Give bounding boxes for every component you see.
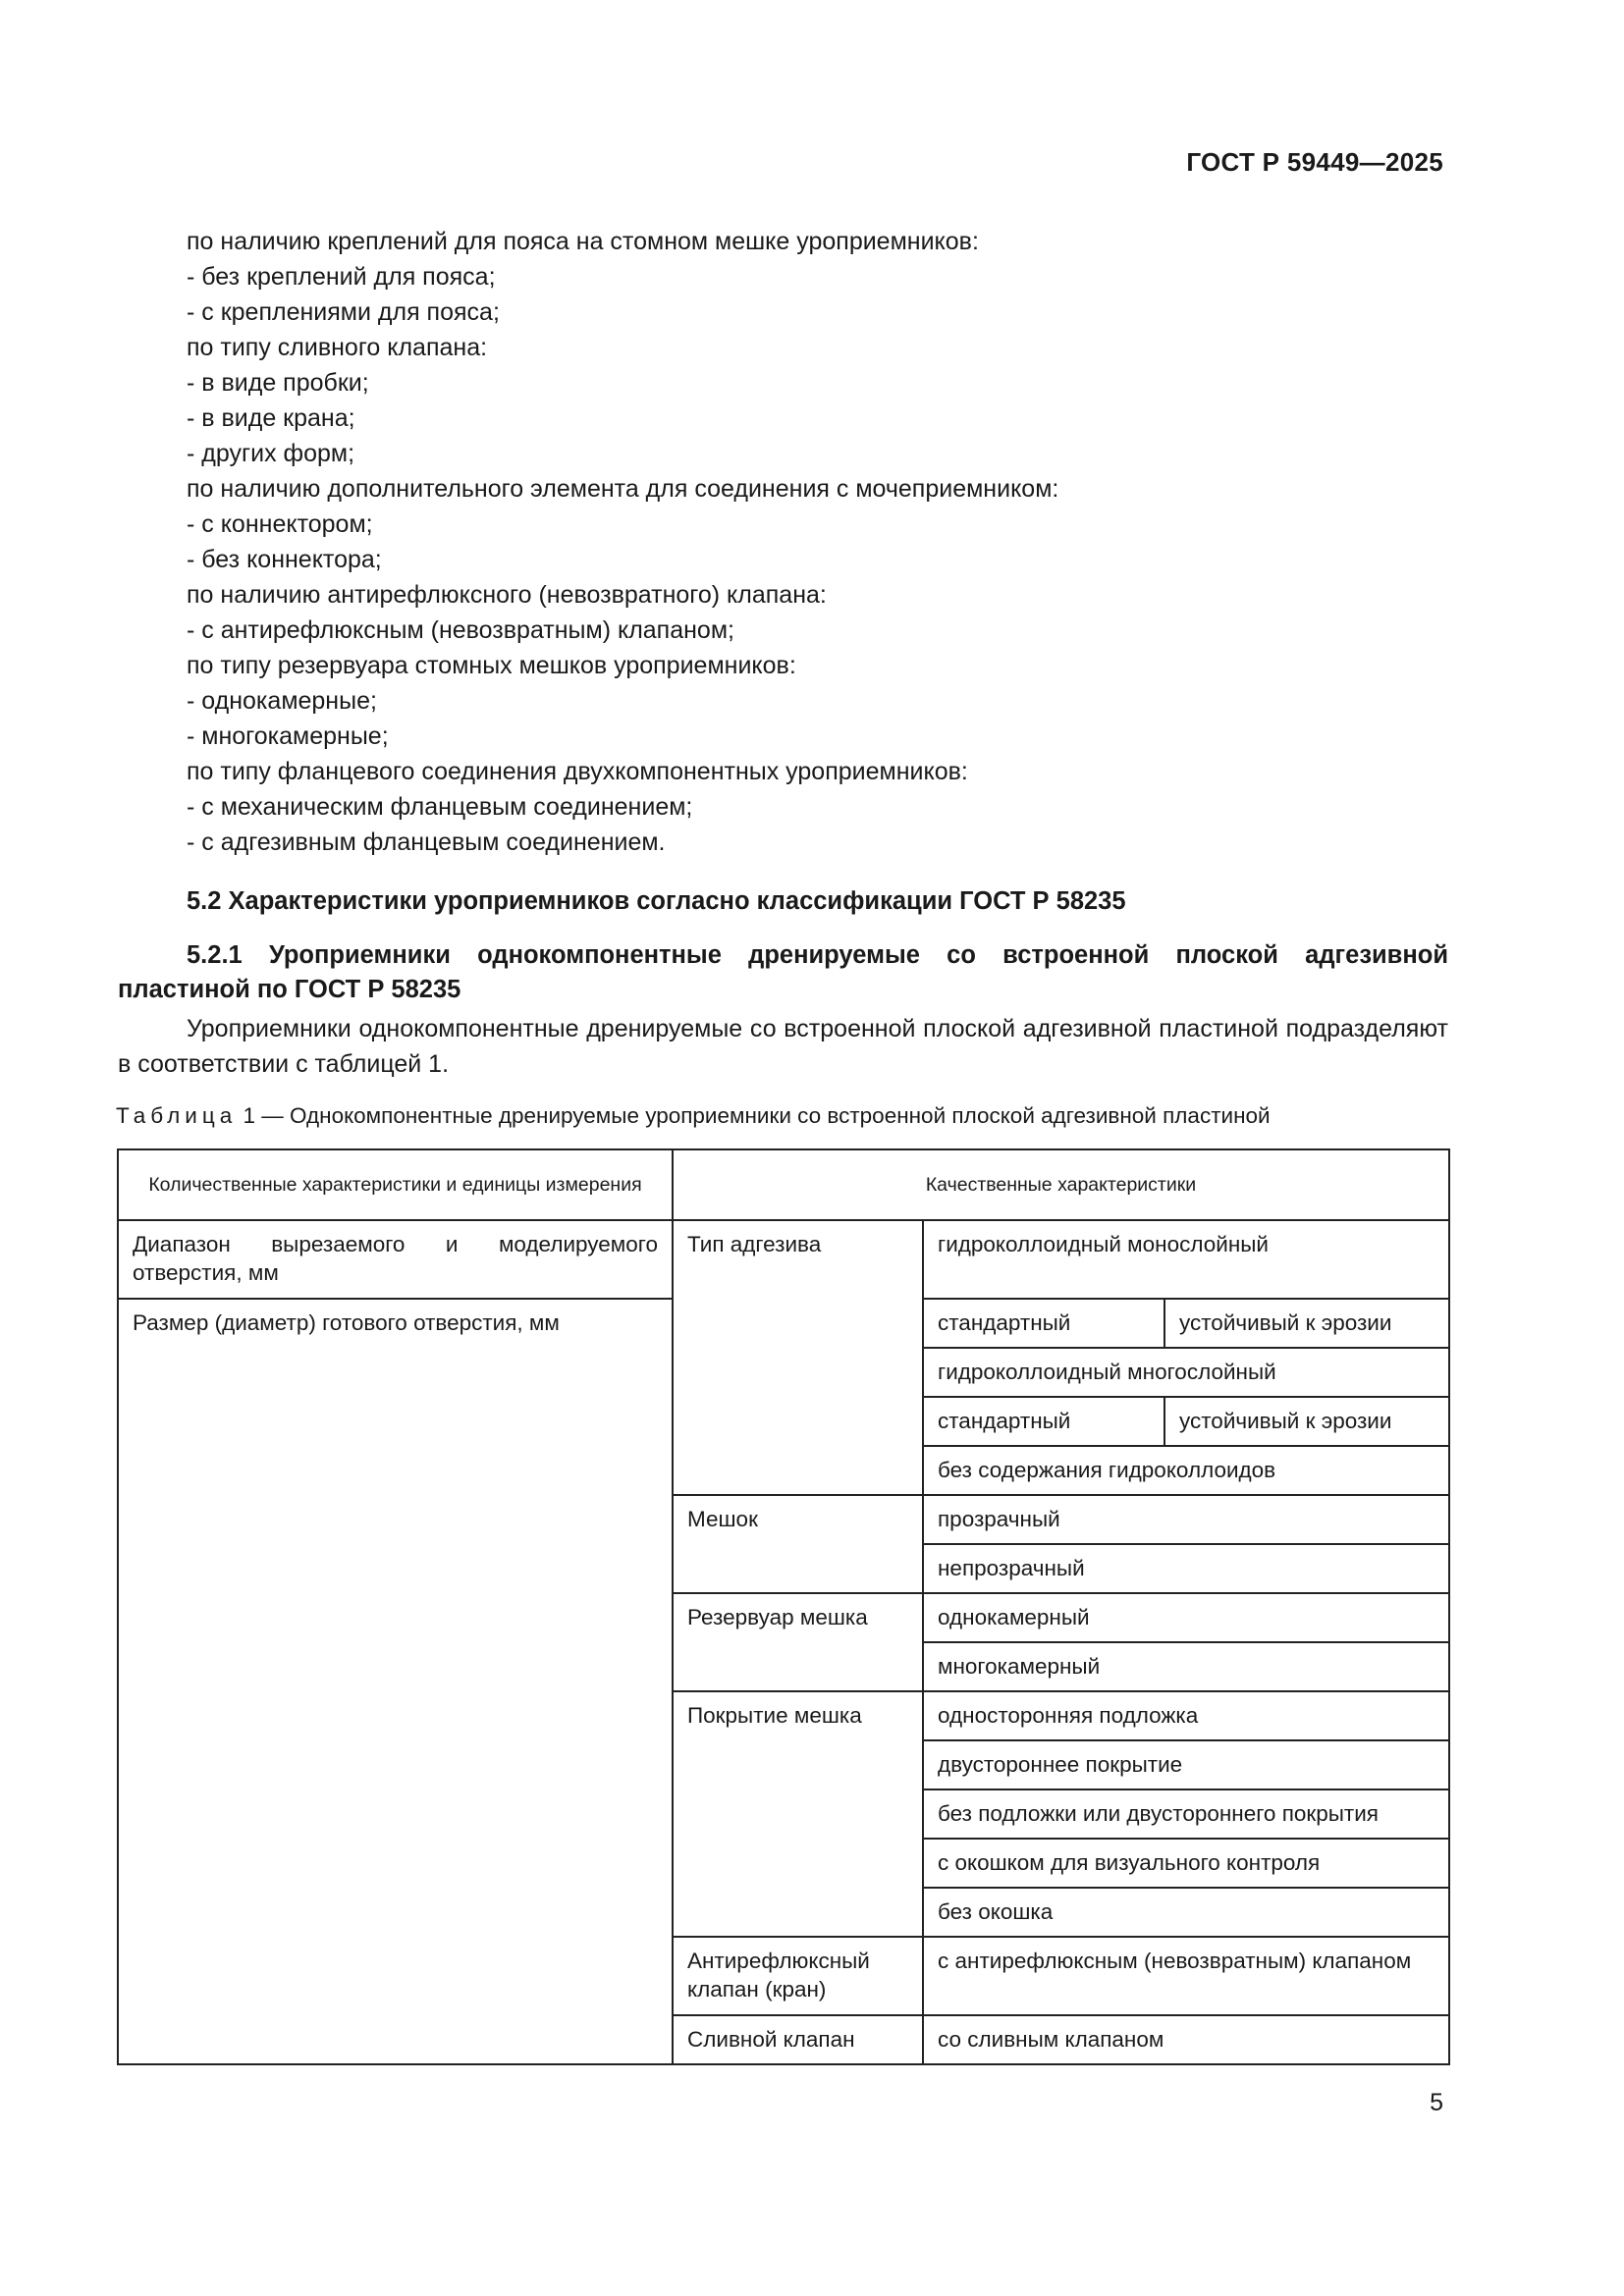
list-item: - с коннектором; bbox=[187, 510, 373, 538]
qual-group-label: Антирефлюксный клапан (кран) bbox=[673, 1937, 923, 2015]
list-item: по типу фланцевого соединения двухкомпонентных уроприемников: bbox=[187, 758, 968, 785]
table-header-row bbox=[118, 1149, 1449, 1220]
list-item: - с механическим фланцевым соединением; bbox=[187, 793, 693, 821]
qual-value: устойчивый к эрозии bbox=[1164, 1397, 1449, 1446]
list-item: - с антирефлюксным (невозвратным) клапаном; bbox=[187, 616, 734, 644]
document-code: ГОСТ Р 59449—2025 bbox=[1186, 147, 1443, 177]
qual-value: устойчивый к эрозии bbox=[1164, 1299, 1449, 1348]
qual-value: без подложки или двустороннего покрытия bbox=[923, 1789, 1449, 1839]
qual-value: многокамерный bbox=[923, 1642, 1449, 1691]
section-heading-5-2-1: 5.2.1 Уроприемники однокомпонентные дренируемые со встроенной плоской адгезивной пластиной по ГОСТ Р 58235 bbox=[118, 941, 1448, 1003]
body-paragraph: Уроприемники однокомпонентные дренируемые со встроенной плоской адгезивной пластиной подразделяют в соответствии с таблицей 1. bbox=[118, 1015, 1448, 1078]
list-item: - с адгезивным фланцевым соединением. bbox=[187, 828, 666, 856]
qual-value: с антирефлюксным (невозвратным) клапаном bbox=[923, 1937, 1449, 2015]
table-caption bbox=[116, 1103, 1271, 1129]
qual-value: с окошком для визуального контроля bbox=[923, 1839, 1449, 1888]
qual-value: прозрачный bbox=[923, 1495, 1449, 1544]
list-item: по типу резервуара стомных мешков уроприемников: bbox=[187, 652, 796, 679]
quant-cell: Размер (диаметр) готового отверстия, мм bbox=[118, 1299, 673, 2064]
page-number: 5 bbox=[1430, 2089, 1443, 2116]
qual-value: односторонняя подложка bbox=[923, 1691, 1449, 1740]
qual-value: гидроколлоидный монослойный bbox=[923, 1220, 1449, 1299]
qual-value: однокамерный bbox=[923, 1593, 1449, 1642]
table-caption-label: Таблица bbox=[116, 1103, 238, 1128]
list-item: - без креплений для пояса; bbox=[187, 263, 496, 291]
header-qualitative: Качественные характеристики bbox=[673, 1149, 1449, 1220]
table-row bbox=[118, 1220, 1449, 1299]
list-item: - с креплениями для пояса; bbox=[187, 298, 500, 326]
qual-value: стандартный bbox=[923, 1299, 1164, 1348]
list-item: - однокамерные; bbox=[187, 687, 377, 715]
header-quantitative: Количественные характеристики и единицы измерения bbox=[118, 1149, 673, 1220]
list-item: - в виде крана; bbox=[187, 404, 355, 432]
qual-value: со сливным клапаном bbox=[923, 2015, 1449, 2064]
qual-value: без окошка bbox=[923, 1888, 1449, 1937]
qual-value: непрозрачный bbox=[923, 1544, 1449, 1593]
list-item: - многокамерные; bbox=[187, 722, 389, 750]
list-item: по типу сливного клапана: bbox=[187, 334, 488, 361]
quant-cell: Диапазон вырезаемого и моделируемого отверстия, мм bbox=[118, 1220, 673, 1299]
qual-value: стандартный bbox=[923, 1397, 1164, 1446]
list-item: по наличию дополнительного элемента для соединения с мочеприемником: bbox=[187, 475, 1059, 503]
qual-value: без содержания гидроколлоидов bbox=[923, 1446, 1449, 1495]
list-item: по наличию антирефлюксного (невозвратного) клапана: bbox=[187, 581, 827, 609]
list-item: - без коннектора; bbox=[187, 546, 382, 573]
characteristics-table bbox=[117, 1148, 1450, 2065]
qual-group-label: Тип адгезива bbox=[673, 1220, 923, 1495]
qual-value: двустороннее покрытие bbox=[923, 1740, 1449, 1789]
list-item: - других форм; bbox=[187, 440, 355, 467]
qual-group-label: Мешок bbox=[673, 1495, 923, 1593]
qual-group-label: Покрытие мешка bbox=[673, 1691, 923, 1937]
classification-list bbox=[187, 224, 1453, 860]
table-caption-text: 1 — Однокомпонентные дренируемые уроприемники со встроенной плоской адгезивной пластиной bbox=[237, 1103, 1271, 1128]
list-item: - в виде пробки; bbox=[187, 369, 369, 397]
qual-value: гидроколлоидный многослойный bbox=[923, 1348, 1449, 1397]
list-item: по наличию креплений для пояса на стомном мешке уроприемников: bbox=[187, 228, 979, 255]
qual-group-label: Резервуар мешка bbox=[673, 1593, 923, 1691]
qual-group-label: Сливной клапан bbox=[673, 2015, 923, 2064]
section-heading-5-2: 5.2 Характеристики уроприемников согласно классификации ГОСТ Р 58235 bbox=[187, 887, 1126, 915]
